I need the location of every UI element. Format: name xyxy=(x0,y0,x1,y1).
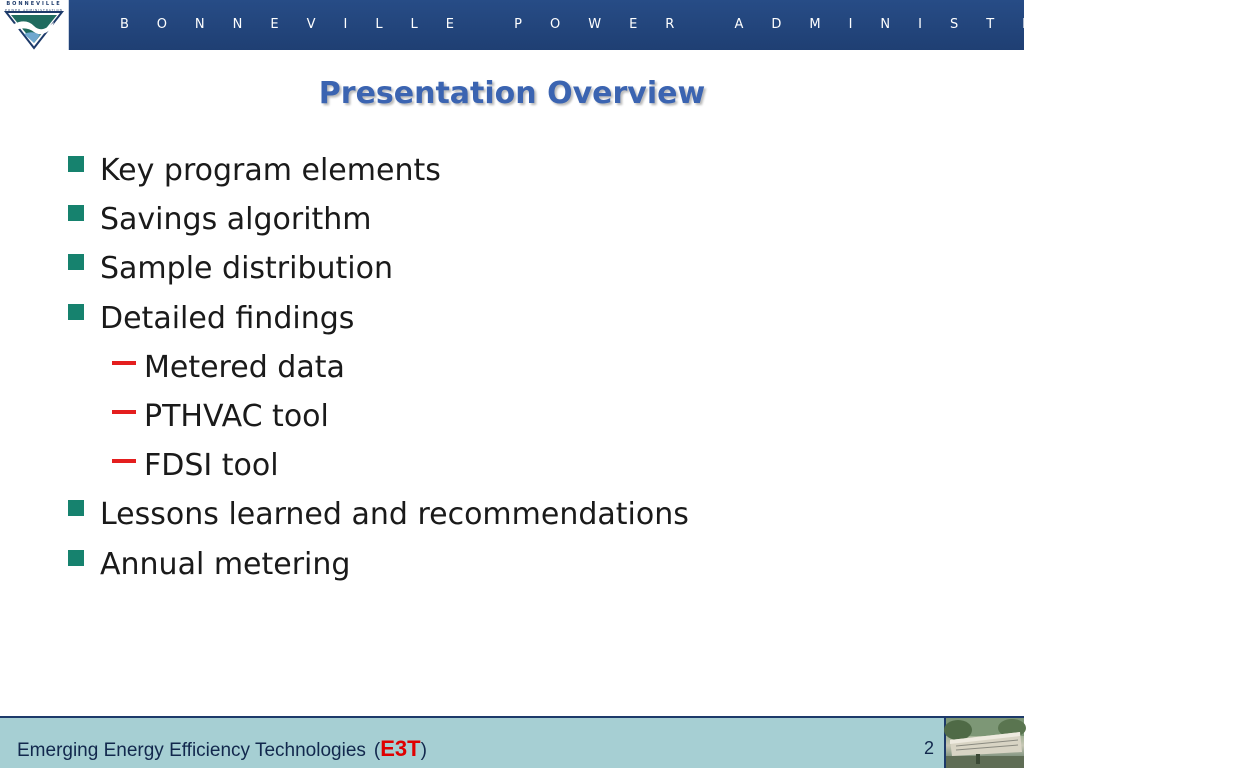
square-bullet-icon xyxy=(68,550,84,566)
bonneville-logo-icon xyxy=(0,0,69,50)
footer-paren-close: ) xyxy=(420,740,427,761)
bullet-item xyxy=(0,248,1024,297)
header-band xyxy=(0,0,1238,50)
building-photo xyxy=(944,716,1024,768)
footer-paren-open: ( xyxy=(373,740,381,761)
dash-bullet-icon xyxy=(112,410,136,414)
bullet-item xyxy=(0,199,1024,248)
dash-bullet-icon xyxy=(112,459,136,463)
header-title: BONNEVILLE POWER ADMINISTRATION xyxy=(120,17,1238,32)
bullet-text: Annual metering xyxy=(100,546,351,582)
bullet-item xyxy=(0,298,1024,347)
bullet-text: Lessons learned and recommendations xyxy=(100,497,689,533)
square-bullet-icon xyxy=(68,156,84,172)
bullet-text: Sample distribution xyxy=(100,251,393,287)
footer-label xyxy=(17,736,427,762)
footer-abbreviation: E3T xyxy=(380,736,421,761)
logo-mark-icon xyxy=(6,12,62,48)
dash-bullet-icon xyxy=(112,361,136,365)
sub-bullet-text: Metered data xyxy=(144,349,345,385)
slide-title: Presentation Overview xyxy=(318,76,706,111)
bullet-item xyxy=(0,150,1024,199)
sub-bullet-item xyxy=(0,347,1024,396)
square-bullet-icon xyxy=(68,500,84,516)
square-bullet-icon xyxy=(68,205,84,221)
footer-band xyxy=(0,716,944,768)
bullet-item xyxy=(0,494,1024,543)
square-bullet-icon xyxy=(68,304,84,320)
logo-name: BONNEVILLE xyxy=(6,1,62,7)
sub-bullet-item xyxy=(0,396,1024,445)
sub-bullet-text: FDSI tool xyxy=(144,448,279,484)
square-bullet-icon xyxy=(68,254,84,270)
bullet-list xyxy=(0,150,1024,593)
building-image xyxy=(946,718,1024,768)
bullet-item xyxy=(0,544,1024,593)
logo-subtitle: POWER ADMINISTRATION xyxy=(5,8,63,12)
page-number: 2 xyxy=(923,738,934,758)
sub-bullet-item xyxy=(0,445,1024,494)
bullet-text: Detailed findings xyxy=(100,300,355,336)
bullet-text: Savings algorithm xyxy=(100,202,372,238)
footer-program-name: Emerging Energy Efficiency Technologies xyxy=(17,740,366,761)
sub-bullet-text: PTHVAC tool xyxy=(144,398,329,434)
bullet-text: Key program elements xyxy=(100,153,441,188)
